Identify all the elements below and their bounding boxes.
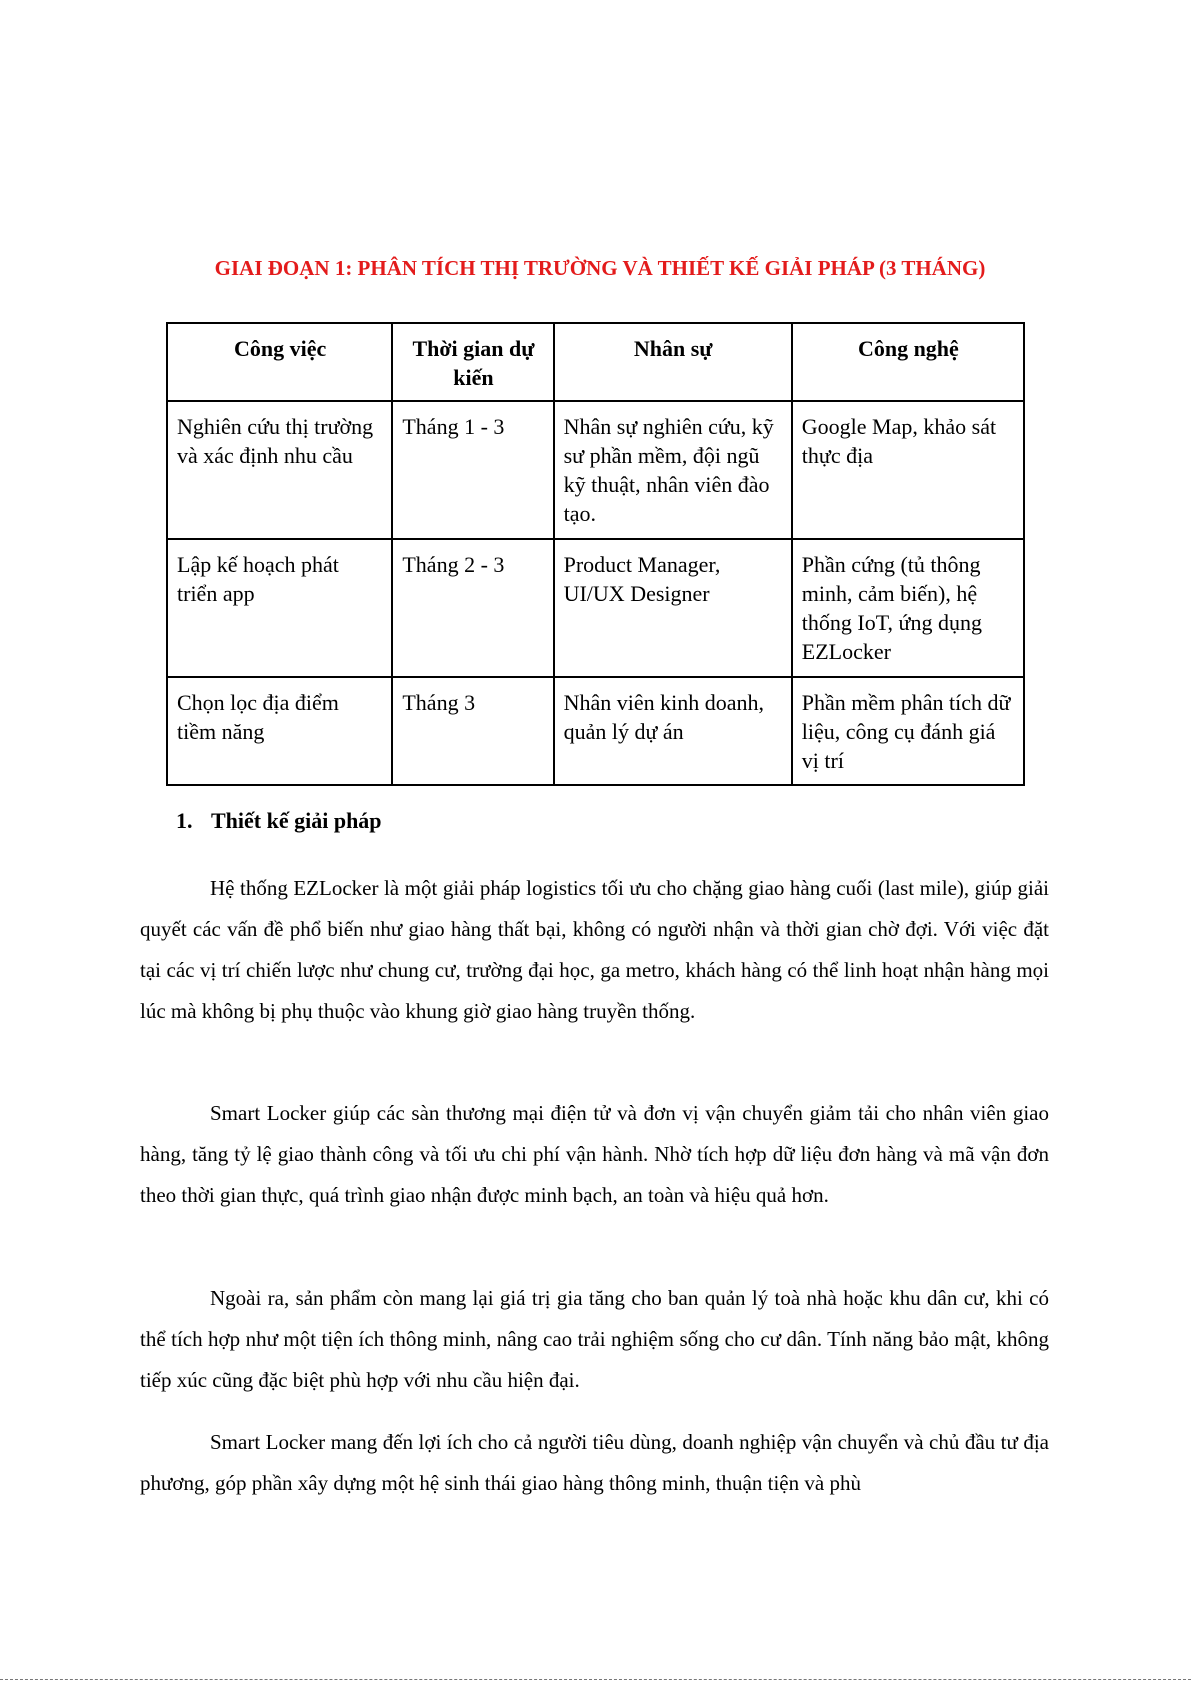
page-bottom-divider	[0, 1679, 1191, 1680]
table-row	[167, 677, 1024, 785]
table-row	[167, 539, 1024, 677]
paragraph: Smart Locker giúp các sàn thương mại điện tử và đơn vị vận chuyển giảm tải cho nhân viên giao hàng, tăng tỷ lệ giao thành công và tối ưu chi phí vận hành. Nhờ tích hợp dữ liệu đơn hàng và mã vận đơn theo thời gian thực, quá trình giao nhận được minh bạch, an toàn và hiệu quả hơn.	[140, 1101, 1049, 1207]
table-cell-technology: Phần cứng (tủ thông minh, cảm biến), hệ thống IoT, ứng dụng EZLocker	[792, 539, 1024, 677]
section-title: Thiết kế giải pháp	[211, 808, 382, 833]
table-cell-timeline: Tháng 2 - 3	[392, 539, 553, 677]
phase-plan-table	[166, 322, 1025, 786]
table-cell-timeline: Tháng 1 - 3	[392, 401, 553, 539]
table-row	[167, 401, 1024, 539]
table-cell-task: Nghiên cứu thị trường và xác định nhu cầu	[167, 401, 392, 539]
paragraph: Smart Locker mang đến lợi ích cho cả người tiêu dùng, doanh nghiệp vận chuyển và chủ đầu tư địa phương, góp phần xây dựng một hệ sinh thái giao hàng thông minh, thuận tiện và phù	[140, 1430, 1049, 1495]
table-header-row	[167, 323, 1024, 401]
column-header-staff: Nhân sự	[554, 323, 792, 401]
table-cell-task: Chọn lọc địa điểm tiềm năng	[167, 677, 392, 785]
column-header-technology: Công nghệ	[792, 323, 1024, 401]
column-header-task: Công việc	[167, 323, 392, 401]
column-header-timeline: Thời gian dự kiến	[392, 323, 553, 401]
table-cell-staff: Nhân viên kinh doanh, quản lý dự án	[554, 677, 792, 785]
phase-heading: GIAI ĐOẠN 1: PHÂN TÍCH THỊ TRƯỜNG VÀ THIẾT KẾ GIẢI PHÁP (3 THÁNG)	[214, 256, 986, 280]
table-cell-task: Lập kế hoạch phát triển app	[167, 539, 392, 677]
paragraph: Ngoài ra, sản phẩm còn mang lại giá trị gia tăng cho ban quản lý toà nhà hoặc khu dân cư, khi có thể tích hợp như một tiện ích thông minh, nâng cao trải nghiệm sống cho cư dân. Tính năng bảo mật, không tiếp xúc cũng đặc biệt phù hợp với nhu cầu hiện đại.	[140, 1286, 1049, 1392]
table-cell-technology: Phần mềm phân tích dữ liệu, công cụ đánh giá vị trí	[792, 677, 1024, 785]
table-cell-staff: Product Manager, UI/UX Designer	[554, 539, 792, 677]
paragraph: Hệ thống EZLocker là một giải pháp logistics tối ưu cho chặng giao hàng cuối (last mile), giúp giải quyết các vấn đề phổ biến như giao hàng thất bại, không có người nhận và thời gian chờ đợi. Với việc đặt tại các vị trí chiến lược như chung cư, trường đại học, ga metro, khách hàng có thể linh hoạt nhận hàng mọi lúc mà không bị phụ thuộc vào khung giờ giao hàng truyền thống.	[140, 876, 1049, 1023]
table-cell-technology: Google Map, khảo sát thực địa	[792, 401, 1024, 539]
table-cell-staff: Nhân sự nghiên cứu, kỹ sư phần mềm, đội ngũ kỹ thuật, nhân viên đào tạo.	[554, 401, 792, 539]
table-cell-timeline: Tháng 3	[392, 677, 553, 785]
section-heading	[176, 808, 382, 834]
section-number: 1.	[176, 808, 193, 833]
